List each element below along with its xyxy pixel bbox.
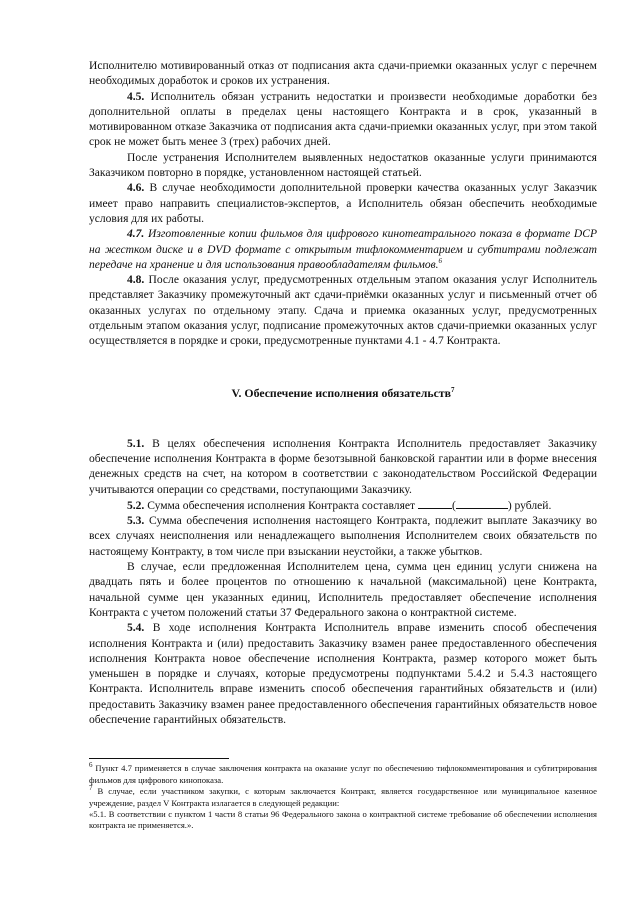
paragraph-continuation: Исполнителю мотивированный отказ от подписания акта сдачи-приемки оказанных услуг с перечнем необходимых доработок и сроков их устранения.	[89, 60, 597, 88]
open-paren: (	[451, 499, 456, 512]
footnote-text: В случае, если участником закупки, с которым заключается Контракт, является государственное или муниципальное казенное учреждение, раздел V Контракта излагается в следующей редакции:	[89, 786, 597, 808]
clause-5-3-continuation: В случае, если предложенная Исполнителем цена, сумма цен единиц услуги снижена на двадцать пять и более процентов по отношению к начальной (максимальной) цене Контракта, начальной сумме цен указанных единиц, Исполнитель предоставляет обеспечение исполнения Контракта с учетом положений статьи 37 Федерального закона о контрактной системе.	[89, 561, 597, 619]
footnote-divider	[89, 758, 229, 759]
footnote-7	[89, 786, 597, 809]
close-text: ) рублей.	[507, 499, 552, 512]
footnote-mark: 7	[89, 784, 93, 793]
clause-text: Сумма обеспечения исполнения Контракта составляет	[144, 499, 418, 512]
amount-words-blank-field[interactable]	[456, 498, 508, 509]
clause-number: 4.7.	[127, 228, 145, 241]
clause-text: Изготовленные копии фильмов для цифрового кинотеатрального показа в формате DCP на жестком диске и в DVD формате с открытым тифлокомментарием и субтитрами подлежат передаче на хранение и для использования правообладателям фильмов.	[89, 228, 597, 271]
footnote-text: Пункт 4.7 применяется в случае заключения контракта на оказание услуг по обеспечению тифлокомментирования и субтитрирования фильмов для цифрового кинопоказа.	[89, 763, 597, 785]
clause-text: Исполнитель обязан устранить недостатки и произвести необходимые доработки без дополнительной оплаты в пределах цены настоящего Контракта и в срок, указанный в мотивированном отказе Заказчика от подписания акта сдачи-приемки оказанных услуг, при этом такой срок не может быть менее 3 (трех) рабочих дней.	[89, 90, 597, 149]
clause-number: 5.3.	[127, 515, 145, 528]
clause-number: 5.1.	[127, 437, 145, 450]
section-heading	[89, 386, 597, 401]
clause-4-5	[89, 90, 597, 151]
clause-5-3	[89, 514, 597, 560]
clause-text: Сумма обеспечения исполнения настоящего Контракта, подлежит выплате Заказчику во всех случаях неисполнения или ненадлежащего выполнения Исполнителем своих обязательств по настоящему Контракту, в том числе при взыскании неустойки, а также убытков.	[89, 515, 597, 558]
clause-4-5-continuation: После устранения Исполнителем выявленных недостатков оказанные услуги принимаются Заказчиком повторно в порядке, установленном настоящей статьей.	[89, 151, 597, 180]
clause-number: 4.5.	[127, 90, 145, 103]
clause-4-8	[89, 273, 597, 349]
footnote-7-quote: «5.1. В соответствии с пунктом 1 части 8 статьи 96 Федерального закона о контрактной системе требование об обеспечении исполнения контракта не применяется.».	[89, 808, 597, 831]
clause-number: 5.2.	[127, 499, 145, 512]
clause-number: 5.4.	[127, 622, 145, 635]
clause-text: В ходе исполнения Контракта Исполнитель вправе изменить способ обеспечения исполнения Контракта и (или) предоставить Заказчику взамен ранее предоставленного обеспечения исполнения Контракта новое обеспечение исполнения Контракта, размер которого может быть уменьшен в порядке и случаях, которые предусмотрены подпунктами 5.4.2 и 5.4.3 настоящего Контракта. Исполнитель вправе изменить способ обеспечения гарантийных обязательств и (или) предоставить Заказчику взамен ранее предоставленного обеспечения гарантийных обязательств новое обеспечение гарантийных обязательств.	[89, 622, 597, 726]
footnote-6	[89, 763, 597, 786]
clause-text: После оказания услуг, предусмотренных отдельным этапом оказания услуг Исполнитель представляет Заказчику промежуточный акт сдачи-приёмки оказанных услуг и письменный отчет об оказанных услугах по отдельному этапу. Сдача и приемка оказанных услуг, предусмотренных отдельным этапом оказания услуг, подписание промежуточных актов сдачи-приемки оказанных услуг осуществляется в порядке и сроки, предусмотренные пунктами 4.1 - 4.7 Контракта.	[89, 274, 597, 348]
section-title-text: V. Обеспечение исполнения обязательств	[231, 385, 451, 400]
clause-4-7	[89, 227, 597, 273]
clause-5-1	[89, 437, 597, 498]
clause-text: В случае необходимости дополнительной проверки качества оказанных услуг Заказчик имеет право направить специалистов-экспертов, а Исполнитель обязан обеспечить необходимые условия для их работы.	[89, 182, 597, 225]
clause-4-6	[89, 181, 597, 227]
footnote-ref-7[interactable]: 7	[451, 385, 455, 394]
clause-5-2	[89, 498, 597, 514]
footnote-mark: 6	[89, 761, 93, 770]
clause-5-4	[89, 621, 597, 728]
clause-number: 4.6.	[127, 182, 145, 195]
amount-blank-field[interactable]	[418, 498, 452, 509]
footnotes	[89, 763, 597, 831]
clause-text: В целях обеспечения исполнения Контракта Исполнитель предоставляет Заказчику обеспечение исполнения Контракта в форме безотзывной банковской гарантии или в форме внесения денежных средств на счет, на котором в соответствии с законодательством Российской Федерации учитываются операции со средствами, поступающими Заказчику.	[89, 437, 597, 496]
clause-number: 4.8.	[127, 274, 145, 287]
footnote-ref-6[interactable]: 6	[438, 257, 443, 266]
